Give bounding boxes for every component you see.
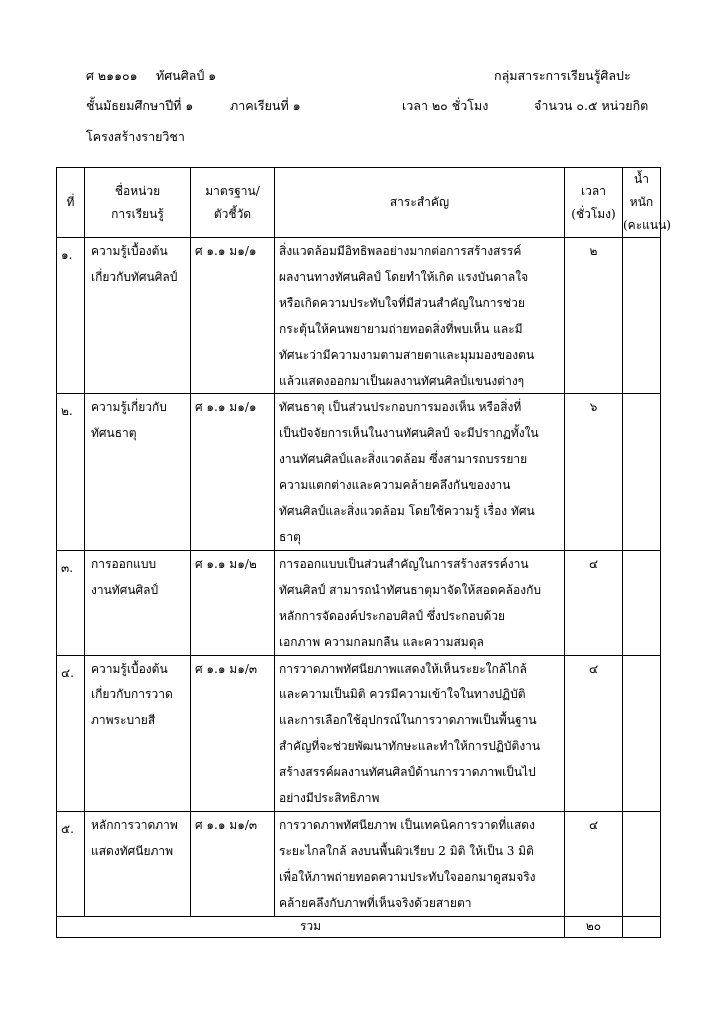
key-content <box>275 811 565 916</box>
key-content-line: สร้างสรรค์ผลงานทัศนศิลป์ด้านการวาดภาพเป็นไป <box>279 765 536 780</box>
table-row <box>57 811 661 916</box>
table-row <box>57 655 661 811</box>
row-number <box>57 394 85 550</box>
time-hours <box>565 238 623 394</box>
key-content-line: และการเลือกใช้อุปกรณ์ในการวาดภาพเป็นพื้นฐาน <box>279 713 537 728</box>
course-name: ทัศนศิลป์ ๑ <box>156 68 217 83</box>
header-weight <box>623 168 671 238</box>
key-content-line: แล้วแสดงออกมาเป็นผลงานทัศนศิลป์แขนงต่างๆ <box>279 373 525 388</box>
key-content-line: หรือเกิดความประทับใจที่มีส่วนสำคัญในการช่วย <box>279 295 525 310</box>
key-content-line: และความเป็นมิติ ควรมีความเข้าใจในทางปฏิบัติ <box>279 687 526 702</box>
header-no: ที่ <box>57 168 85 238</box>
weight-score-text <box>623 812 660 813</box>
time-hours-text: ๔ <box>588 817 599 832</box>
course-structure-table <box>56 167 671 938</box>
header-standard-line1: มาตรฐาน/ <box>205 183 260 198</box>
unit-name-line: งานทัศนศิลป์ <box>91 582 159 597</box>
key-content-line: เอกภาพ ความกลมกลืน และความสมดุล <box>279 634 484 649</box>
time-hours-text: ๔ <box>588 556 599 571</box>
semester: ภาคเรียนที่ ๑ <box>230 98 301 113</box>
key-content-line: อย่างมีประสิทธิภาพ <box>279 791 380 806</box>
unit-name-line: การออกแบบ <box>91 556 157 571</box>
unit-name-line: ทัศนธาตุ <box>91 426 137 441</box>
key-content <box>275 550 565 655</box>
standard-indicator <box>191 238 275 394</box>
unit-name-line: แสดงทัศนียภาพ <box>91 843 174 858</box>
key-content-line: งานทัศนศิลป์และสิ่งแวดล้อม ซึ่งสามารถบรรยาย <box>279 452 528 467</box>
row-number <box>57 655 85 811</box>
unit-name-line: ความรู้เบื้องต้น <box>91 661 168 676</box>
unit-name <box>85 655 191 811</box>
header-standard-line2: ตัวชี้วัด <box>213 206 252 221</box>
key-content-line: ระยะไกลใกล้ ลงบนพื้นผิวเรียบ 2 มิติ ให้เป็น 3 มิติ <box>279 843 534 858</box>
header-unit-line2: การเรียนรู้ <box>111 206 164 221</box>
standard-text: ศ ๑.๑ ม๑/๑ <box>195 400 257 415</box>
key-content <box>275 655 565 811</box>
standard-text: ศ ๑.๑ ม๑/๒ <box>195 556 257 571</box>
key-content-line: ทัศนศิลป์ สามารถนำทัศนธาตุมาจัดให้สอดคล้องกับ <box>279 582 541 597</box>
key-content-line: สิ่งแวดล้อมมีอิทธิพลอย่างมากต่อการสร้างสรรค์ <box>279 244 522 258</box>
unit-name-line: เกี่ยวกับทัศนศิลป์ <box>91 269 178 284</box>
time-hours <box>565 655 623 811</box>
weight-score-text <box>623 394 660 395</box>
structure-title: โครงสร้างรายวิชา <box>86 129 185 144</box>
header-weight-line1: น้ำหนัก <box>629 172 654 209</box>
unit-name <box>85 394 191 550</box>
row-number-text: ๑. <box>61 248 73 262</box>
unit-name <box>85 811 191 916</box>
hours-total: เวลา ๒๐ ชั่วโมง <box>402 98 489 113</box>
header-content: สาระสำคัญ <box>275 168 565 238</box>
time-hours-text: ๔ <box>588 661 599 676</box>
weight-score-text <box>623 656 660 657</box>
unit-name-line: เกี่ยวกับการวาด <box>91 687 173 702</box>
header-time-line1: เวลา <box>581 183 606 198</box>
standard-indicator <box>191 550 275 655</box>
time-hours <box>565 550 623 655</box>
key-content-line: ทัศนธาตุ เป็นส่วนประกอบการมองเห็น หรือสิ่งที่ <box>279 400 522 415</box>
weight-score <box>623 655 661 811</box>
row-number <box>57 550 85 655</box>
weight-score <box>623 550 661 655</box>
total-weight <box>623 916 661 937</box>
key-content-line: เป็นปัจจัยการเห็นในงานทัศนศิลป์ จะมีปรากฏทั้งใน <box>279 426 539 441</box>
key-content-line: หลักการจัดองค์ประกอบศิลป์ ซึ่งประกอบด้วย <box>279 608 506 623</box>
standard-text: ศ ๑.๑ ม๑/๑ <box>195 244 257 258</box>
key-content <box>275 394 565 550</box>
time-hours <box>565 394 623 550</box>
weight-score <box>623 394 661 550</box>
weight-score <box>623 811 661 916</box>
key-content <box>275 238 565 394</box>
header-standard <box>191 168 275 238</box>
header-time <box>565 168 623 238</box>
learning-area: กลุ่มสาระการเรียนรู้ศิลปะ <box>494 68 631 83</box>
weight-score <box>623 238 661 394</box>
grade-level: ชั้นมัธยมศึกษาปีที่ ๑ <box>86 98 194 113</box>
key-content-line: กระตุ้นให้คนพยายามถ่ายทอดสิ่งที่พบเห็น และมี <box>279 321 523 336</box>
time-hours <box>565 811 623 916</box>
total-label: รวม <box>57 916 565 937</box>
standard-indicator <box>191 655 275 811</box>
row-number <box>57 238 85 394</box>
standard-indicator <box>191 811 275 916</box>
row-number <box>57 811 85 916</box>
unit-name <box>85 550 191 655</box>
standard-text: ศ ๑.๑ ม๑/๓ <box>195 817 258 832</box>
key-content-line: สำคัญที่จะช่วยพัฒนาทักษะและทำให้การปฏิบัติงาน <box>279 739 541 754</box>
standard-text: ศ ๑.๑ ม๑/๓ <box>195 661 258 676</box>
key-content-line: การออกแบบเป็นส่วนสำคัญในการสร้างสรรค์งาน <box>279 556 529 571</box>
key-content-line: ทัศนศิลป์และสิ่งแวดล้อม โดยใช้ความรู้ เรื่อง ทัศน <box>279 504 535 519</box>
table-header-row <box>57 168 661 238</box>
row-number-text: ๒. <box>61 404 73 419</box>
table-row <box>57 238 661 394</box>
unit-name <box>85 238 191 394</box>
row-number-text: ๔. <box>61 665 74 680</box>
time-hours-text: ๒ <box>589 244 598 258</box>
standard-indicator <box>191 394 275 550</box>
key-content-line: คล้ายคลึงกับภาพที่เห็นจริงด้วยสายตา <box>279 895 472 910</box>
key-content-line: ธาตุ <box>279 529 301 544</box>
credits: จำนวน ๐.๕ หน่วยกิต <box>534 98 649 113</box>
weight-score-text <box>623 238 660 239</box>
key-content-line: ผลงานทางทัศนศิลป์ โดยทำให้เกิด แรงบันดาลใจ <box>279 269 529 284</box>
unit-name-line: ภาพระบายสี <box>91 713 156 728</box>
key-content-line: เพื่อให้ภาพถ่ายทอดความประทับใจออกมาดูสมจริง <box>279 869 536 884</box>
unit-name-line: หลักการวาดภาพ <box>91 817 178 832</box>
unit-name-line: ความรู้เกี่ยวกับ <box>91 400 167 415</box>
time-hours-text: ๖ <box>589 400 598 415</box>
row-number-text: ๓. <box>61 560 74 575</box>
key-content-line: การวาดภาพทัศนียภาพ เป็นเทคนิคการวาดที่แสดง <box>279 817 535 832</box>
course-code: ศ ๒๑๑๐๑ <box>86 68 138 83</box>
total-row <box>57 916 661 937</box>
total-time: ๒๐ <box>565 916 623 937</box>
key-content-line: ทัศนะว่ามีความงามตามสายตาและมุมมองของตน <box>279 347 535 362</box>
unit-name-line: ความรู้เบื้องต้น <box>91 244 168 258</box>
key-content-line: การวาดภาพทัศนียภาพแสดงให้เห็นระยะใกล้ไกล้ <box>279 661 527 676</box>
header-unit-line1: ชื่อหน่วย <box>114 183 161 198</box>
row-number-text: ๕. <box>61 821 74 836</box>
key-content-line: ความแตกต่างและความคล้ายคลึงกันของงาน <box>279 478 511 493</box>
weight-score-text <box>623 551 660 552</box>
header-weight-line2: (คะแนน) <box>623 218 671 232</box>
table-row <box>57 550 661 655</box>
header-unit <box>85 168 191 238</box>
header-time-line2: (ชั่วโมง) <box>571 206 616 221</box>
table-row <box>57 394 661 550</box>
